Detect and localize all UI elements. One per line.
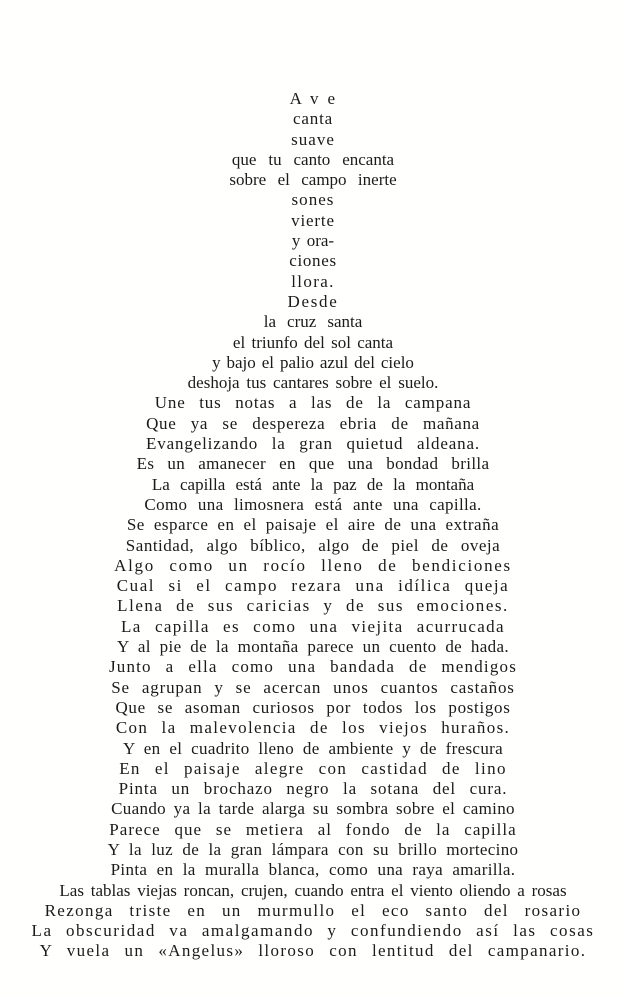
poem-line: Junto a ella como una bandada de mendigos [108, 657, 518, 677]
poem-line: deshoja tus cantares sobre el suelo. [187, 373, 439, 393]
poem-line: Cuando ya la tarde alarga su sombra sobre el camino [111, 799, 515, 819]
poem-line: canta [292, 109, 334, 129]
poem-line: Evangelizando la gran quietud aldeana. [146, 434, 480, 454]
poem-line: y ora- [291, 231, 335, 251]
poem-line: Con la malevolencia de los viejos huraños. [115, 718, 511, 738]
poem-line: la cruz santa [263, 312, 363, 332]
poem-line: el triunfo del sol canta [232, 332, 394, 352]
poem-line: Que se asoman curiosos por todos los postigos [115, 697, 511, 717]
poem-line: ciones [289, 251, 337, 271]
poem-line: Se agrupan y se acercan unos cuantos castaños [111, 677, 515, 697]
poem-line: suave [291, 129, 335, 149]
poem-line: Como una limosnera está ante una capilla. [144, 494, 482, 514]
poem-line: Que ya se despereza ebria de mañana [146, 413, 480, 433]
poem-line: Cual si el campo rezara una idílica queja [116, 576, 510, 596]
poem-line: La capilla es como una viejita acurrucada [121, 616, 505, 636]
poem-line: Las tablas viejas roncan, crujen, cuando entra el viento oliendo a rosas [59, 880, 567, 900]
poem-line: La obscuridad va amalgamando y confundiendo así las cosas [31, 921, 595, 941]
poem-line: Santidad, algo bíblico, algo de piel de oveja [125, 535, 501, 555]
poem-line: Y la luz de la gran lámpara con su brillo mortecino [107, 839, 519, 859]
poem-line: que tu canto encanta [231, 149, 395, 169]
poem-line: Une tus notas a las de la campana [154, 393, 472, 413]
poem-line: Llena de sus caricias y de sus emociones. [117, 596, 509, 616]
poem-line: Y en el cuadrito lleno de ambiente y de frescura [122, 738, 504, 758]
poem-line: Y vuela un «Angelus» lloroso con lentitud del campanario. [39, 941, 587, 961]
poem-line: Algo como un rocío lleno de bendiciones [114, 555, 512, 575]
poem-line: Parece que se metiera al fondo de la capilla [109, 819, 517, 839]
poem-line: sones [291, 190, 335, 210]
poem-line: Pinta en la muralla blanca, como una raya amarilla. [110, 860, 516, 880]
poem-line: Y al pie de la montaña parece un cuento de hada. [117, 637, 509, 657]
poem-line: En el paisaje alegre con castidad de lino [119, 758, 507, 778]
poem-line: Rezonga triste en un murmullo el eco santo del rosario [44, 900, 582, 920]
poem-line: sobre el campo inerte [229, 170, 397, 190]
poem-line: Es un amanecer en que una bondad brilla [136, 454, 490, 474]
poem-line: A v e [289, 89, 337, 108]
poem-line: La capilla está ante la paz de la montaña [151, 474, 475, 494]
poem-line: Desde [287, 291, 339, 311]
poem-line: vierte [291, 210, 335, 230]
poem-line: y bajo el palio azul del cielo [212, 352, 414, 372]
poem-line: llora. [291, 271, 335, 291]
poem-line: Se esparce en el paisaje el aire de una extraña [126, 515, 500, 535]
poem-line: Pinta un brochazo negro la sotana del cura. [118, 779, 508, 799]
